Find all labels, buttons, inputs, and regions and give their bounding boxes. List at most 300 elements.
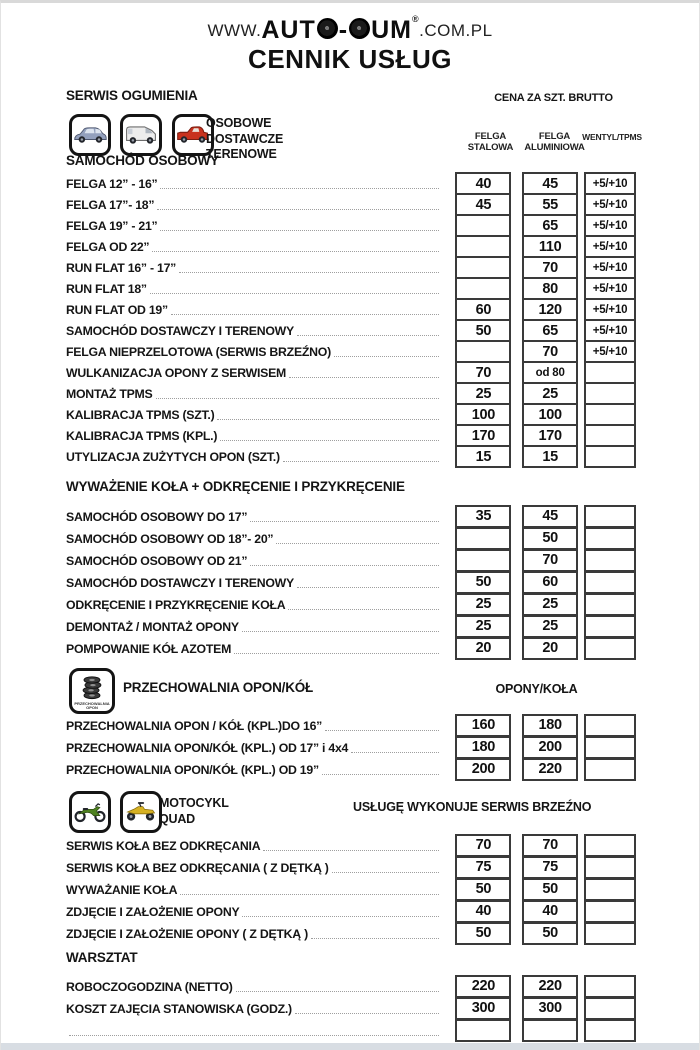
- service-label: SAMOCHÓD OSOBOWY DO 17”: [66, 509, 248, 524]
- price-row: [66, 194, 636, 215]
- price-value: 100: [471, 406, 495, 423]
- moto-type-motocykl: MOTOCYKL: [159, 796, 229, 810]
- price-row: [66, 505, 636, 527]
- price-box-steel: [455, 424, 511, 447]
- service-label-cell: [66, 529, 455, 548]
- price-value: 75: [475, 859, 492, 875]
- registered-mark: ®: [411, 14, 420, 24]
- service-label: KALIBRACJA TPMS (SZT.): [66, 408, 215, 422]
- price-row: [66, 341, 636, 362]
- price-box-alu: [522, 856, 578, 879]
- price-row: [66, 571, 636, 593]
- price-box-alu: [522, 445, 578, 468]
- price-box-alu: [522, 571, 578, 594]
- price-row: [66, 975, 636, 997]
- price-value: 50: [475, 574, 492, 590]
- price-value: 25: [542, 596, 558, 612]
- price-box-valve: [584, 298, 636, 321]
- service-label-cell: [66, 300, 455, 319]
- price-value: 300: [471, 1000, 495, 1016]
- price-box-valve: [584, 403, 636, 426]
- price-box-alu: [522, 361, 578, 384]
- price-box-alu: [522, 922, 578, 945]
- service-label: FELGA 17”- 18”: [66, 198, 155, 212]
- dotted-leader: [351, 752, 439, 753]
- price-value: 180: [538, 717, 562, 733]
- price-row: [66, 878, 636, 900]
- price-box-valve: [584, 714, 636, 737]
- price-row: [66, 425, 636, 446]
- price-box-valve: [584, 975, 636, 998]
- price-box-valve: [584, 214, 636, 237]
- price-box-valve: [584, 505, 636, 528]
- price-value: od 80: [535, 366, 565, 379]
- price-box-valve: [584, 878, 636, 901]
- price-box-steel: [455, 571, 511, 594]
- price-row: [66, 278, 636, 299]
- service-label: ROBOCZOGODZINA (NETTO): [66, 979, 233, 994]
- price-value: 35: [475, 508, 492, 524]
- price-row: [66, 758, 636, 780]
- price-row: [66, 383, 636, 404]
- price-box-steel: [455, 382, 511, 405]
- tire-letter-o-icon: [317, 18, 338, 39]
- price-row: [66, 615, 636, 637]
- moto-type-labels: [159, 796, 229, 827]
- price-row: [66, 404, 636, 425]
- service-label: RUN FLAT 16” - 17”: [66, 261, 177, 275]
- page-title: CENNIK USŁUG: [248, 44, 452, 74]
- price-row: [66, 446, 636, 467]
- dotted-leader: [220, 440, 439, 441]
- price-value: 160: [471, 717, 495, 733]
- price-box-steel: [455, 834, 511, 857]
- dotted-leader: [179, 272, 439, 273]
- price-box-valve: [584, 758, 636, 781]
- price-value: 15: [542, 448, 558, 465]
- price-box-alu: [522, 235, 578, 258]
- dotted-leader: [250, 565, 439, 566]
- dotted-leader: [236, 991, 440, 992]
- service-label: SERWIS KOŁA BEZ ODKRĘCANIA ( Z DĘTKĄ ): [66, 860, 329, 875]
- price-box-valve: [584, 997, 636, 1020]
- dotted-leader: [263, 850, 439, 851]
- price-value: 45: [542, 175, 558, 192]
- price-value: 220: [538, 978, 562, 994]
- logo-compl: .COM.PL: [419, 21, 493, 40]
- brand-name-part2: UM: [371, 16, 412, 44]
- price-box-steel: [455, 922, 511, 945]
- price-box-valve: [584, 615, 636, 638]
- brand-name-part1: AUT: [261, 16, 316, 44]
- price-box-valve: [584, 445, 636, 468]
- brand-hyphen: -: [338, 16, 349, 44]
- service-label-cell: [66, 617, 455, 636]
- service-label-cell: [66, 279, 455, 298]
- price-row: [66, 1019, 636, 1041]
- service-label: WULKANIZACJA OPONY Z SERWISEM: [66, 366, 287, 380]
- price-value: +5/+10: [592, 240, 628, 253]
- price-value: +5/+10: [592, 324, 628, 337]
- price-box-alu: [522, 505, 578, 528]
- price-box-steel: [455, 1019, 511, 1042]
- price-box-alu: [522, 637, 578, 660]
- dotted-leader: [297, 335, 439, 336]
- dotted-leader: [217, 419, 439, 420]
- price-box-steel: [455, 549, 511, 572]
- service-label-cell: [66, 573, 455, 592]
- price-row: [66, 236, 636, 257]
- price-box-steel: [455, 975, 511, 998]
- price-box-alu: [522, 834, 578, 857]
- price-value: 60: [475, 301, 492, 318]
- dotted-leader: [69, 1035, 439, 1036]
- price-box-valve: [584, 340, 636, 363]
- subheading-samochod-osobowy: SAMOCHÓD OSOBOWY: [66, 153, 219, 168]
- motorcycle-icon: [69, 791, 111, 833]
- price-box-alu: [522, 256, 578, 279]
- van-icon: [120, 114, 162, 156]
- service-label: RUN FLAT 18”: [66, 282, 147, 296]
- price-box-steel: [455, 214, 511, 237]
- service-label: PRZECHOWALNIA OPON / KÓŁ (KPL.)DO 16”: [66, 718, 323, 733]
- price-box-steel: [455, 878, 511, 901]
- price-box-alu: [522, 900, 578, 923]
- dotted-leader: [242, 631, 440, 632]
- workshop-rows: [66, 975, 636, 1041]
- price-box-steel: [455, 900, 511, 923]
- price-box-valve: [584, 319, 636, 342]
- service-label-cell: [66, 551, 455, 570]
- price-box-alu: [522, 758, 578, 781]
- dotted-leader: [157, 209, 439, 210]
- price-box-alu: [522, 298, 578, 321]
- price-value: 75: [542, 859, 558, 875]
- service-label-cell: [66, 738, 455, 757]
- service-label: UTYLIZACJA ZUŻYTYCH OPON (SZT.): [66, 450, 280, 464]
- service-label-cell: [66, 237, 455, 256]
- price-value: 220: [471, 978, 495, 994]
- logo-www: WWW.: [207, 21, 262, 40]
- price-value: 180: [471, 739, 495, 755]
- price-box-steel: [455, 403, 511, 426]
- price-value: 45: [475, 196, 492, 213]
- price-row: [66, 900, 636, 922]
- price-box-valve: [584, 736, 636, 759]
- price-value: 25: [542, 385, 558, 402]
- price-box-valve: [584, 1019, 636, 1042]
- dotted-leader: [332, 872, 440, 873]
- price-value: 40: [475, 903, 492, 919]
- price-box-steel: [455, 319, 511, 342]
- price-value: 300: [538, 1000, 562, 1016]
- price-box-alu: [522, 736, 578, 759]
- price-box-alu: [522, 340, 578, 363]
- service-label-cell: [66, 405, 455, 424]
- service-label-cell: [66, 174, 455, 193]
- price-note: CENA ZA SZT. BRUTTO: [494, 92, 613, 104]
- price-row: [66, 856, 636, 878]
- column-header-felga-aluminiowa: FELGA ALUMINIOWA: [524, 131, 585, 153]
- price-value: 40: [475, 175, 492, 192]
- price-value: 120: [538, 301, 562, 318]
- price-value: 70: [475, 364, 492, 381]
- price-box-steel: [455, 361, 511, 384]
- price-box-valve: [584, 593, 636, 616]
- tire-stack-caption: PRZECHOWALNIA OPON: [74, 701, 110, 710]
- price-box-steel: [455, 736, 511, 759]
- column-header-wentyl-tpms: WENTYL/TPMS: [582, 132, 642, 142]
- price-box-steel: [455, 505, 511, 528]
- car-icon: [69, 114, 111, 156]
- price-value: 50: [475, 925, 492, 941]
- dotted-leader: [160, 230, 439, 231]
- price-box-steel: [455, 298, 511, 321]
- price-row: [66, 173, 636, 194]
- price-box-alu: [522, 878, 578, 901]
- service-label-cell: [66, 595, 455, 614]
- price-value: 55: [542, 196, 558, 213]
- price-value: 25: [542, 618, 558, 634]
- price-value: 50: [475, 322, 492, 339]
- price-box-alu: [522, 549, 578, 572]
- dotted-leader: [171, 314, 440, 315]
- price-value: 200: [471, 761, 495, 777]
- price-row: [66, 549, 636, 571]
- service-label-cell: [66, 447, 455, 466]
- price-value: 70: [542, 259, 558, 276]
- price-box-steel: [455, 256, 511, 279]
- tire-letter-g-icon: [349, 18, 370, 39]
- dotted-leader: [283, 461, 440, 462]
- service-label-cell: [66, 977, 455, 996]
- service-label: SAMOCHÓD OSOBOWY OD 21”: [66, 553, 248, 568]
- price-box-alu: [522, 277, 578, 300]
- price-value: 45: [542, 508, 558, 524]
- price-value: 200: [538, 739, 562, 755]
- service-label-cell: [66, 924, 455, 943]
- dotted-leader: [289, 377, 439, 378]
- price-box-valve: [584, 193, 636, 216]
- price-box-alu: [522, 593, 578, 616]
- column-header-felga-stalowa: FELGA STALOWA: [467, 131, 514, 153]
- price-box-valve: [584, 922, 636, 945]
- price-box-alu: [522, 615, 578, 638]
- price-value: 220: [538, 761, 562, 777]
- service-label-cell: [66, 342, 455, 361]
- price-row: [66, 593, 636, 615]
- service-label-cell: [66, 836, 455, 855]
- price-box-alu: [522, 403, 578, 426]
- service-label: ODKRĘCENIE I PRZYKRĘCENIE KOŁA: [66, 597, 286, 612]
- price-box-steel: [455, 340, 511, 363]
- service-label-cell: [66, 902, 455, 921]
- price-value: 100: [538, 406, 562, 423]
- storage-rows: [66, 714, 636, 780]
- dotted-leader: [311, 938, 440, 939]
- service-label: ZDJĘCIE I ZAŁOŻENIE OPONY: [66, 904, 240, 919]
- service-label: SAMOCHÓD OSOBOWY OD 18”- 20”: [66, 531, 274, 546]
- price-box-alu: [522, 527, 578, 550]
- price-value: 20: [542, 640, 558, 656]
- price-box-steel: [455, 277, 511, 300]
- price-row: [66, 736, 636, 758]
- dotted-leader: [180, 894, 439, 895]
- dotted-leader: [325, 730, 439, 731]
- section-heading-warsztat: WARSZTAT: [66, 950, 138, 965]
- price-row: [66, 320, 636, 341]
- service-label-cell: [66, 716, 455, 735]
- balancing-rows: [66, 505, 636, 659]
- vehicle-type-terenowe: TERENOWE: [206, 147, 277, 161]
- price-value: 50: [542, 881, 558, 897]
- price-value: 25: [475, 618, 492, 634]
- price-box-valve: [584, 235, 636, 258]
- service-label-cell: [66, 760, 455, 779]
- price-row: [66, 527, 636, 549]
- price-value: 50: [542, 530, 558, 546]
- price-box-alu: [522, 975, 578, 998]
- service-label: KALIBRACJA TPMS (KPL.): [66, 429, 218, 443]
- price-value: 25: [475, 596, 492, 612]
- service-label: MONTAŻ TPMS: [66, 387, 153, 401]
- price-value: +5/+10: [592, 303, 628, 316]
- service-label-cell: [66, 258, 455, 277]
- price-value: 80: [542, 280, 558, 297]
- price-box-steel: [455, 235, 511, 258]
- section-heading-serwis-ogumienia: SERWIS OGUMIENIA: [66, 88, 198, 103]
- moto-icons: [69, 791, 162, 833]
- storage-column-note: OPONY/KOŁA: [495, 682, 578, 696]
- service-label-cell: [66, 1021, 455, 1040]
- dotted-leader: [288, 609, 439, 610]
- service-label-cell: [66, 195, 455, 214]
- service-label: FELGA 19” - 21”: [66, 219, 158, 233]
- price-value: 70: [542, 552, 558, 568]
- price-row: [66, 637, 636, 659]
- moto-rows: [66, 834, 636, 944]
- price-box-valve: [584, 900, 636, 923]
- price-box-valve: [584, 549, 636, 572]
- section-heading-wywazenie: WYWAŻENIE KOŁA + ODKRĘCENIE I PRZYKRĘCENIE: [66, 479, 405, 494]
- vehicle-type-dostawcze: DOSTAWCZE: [206, 131, 284, 146]
- page-bottom-edge: [1, 1043, 699, 1050]
- price-box-steel: [455, 856, 511, 879]
- price-value: 70: [542, 837, 558, 853]
- dotted-leader: [156, 398, 440, 399]
- service-label: SAMOCHÓD DOSTAWCZY I TERENOWY: [66, 324, 294, 338]
- price-row: [66, 257, 636, 278]
- price-box-valve: [584, 856, 636, 879]
- price-box-alu: [522, 214, 578, 237]
- price-box-steel: [455, 714, 511, 737]
- vehicle-icons: [69, 114, 214, 156]
- price-box-alu: [522, 382, 578, 405]
- price-row: [66, 997, 636, 1019]
- price-value: 60: [542, 574, 558, 590]
- service-label-cell: [66, 426, 455, 445]
- price-value: 50: [542, 925, 558, 941]
- price-row: [66, 299, 636, 320]
- price-box-valve: [584, 256, 636, 279]
- price-box-valve: [584, 637, 636, 660]
- price-box-steel: [455, 637, 511, 660]
- price-value: 70: [475, 837, 492, 853]
- price-value: 15: [475, 448, 492, 465]
- dotted-leader: [234, 653, 439, 654]
- service-label-cell: [66, 384, 455, 403]
- price-value: +5/+10: [592, 219, 628, 232]
- vehicle-type-osobowe: OSOBOWE: [206, 116, 272, 130]
- price-box-alu: [522, 1019, 578, 1042]
- price-box-steel: [455, 172, 511, 195]
- service-label: ZDJĘCIE I ZAŁOŻENIE OPONY ( Z DĘTKĄ ): [66, 926, 308, 941]
- price-row: [66, 922, 636, 944]
- service-label-cell: [66, 363, 455, 382]
- service-label: PRZECHOWALNIA OPON/KÓŁ (KPL.) OD 17” i 4x4: [66, 740, 349, 755]
- price-value: 110: [538, 238, 562, 255]
- price-box-alu: [522, 172, 578, 195]
- price-value: 65: [542, 217, 558, 234]
- price-box-steel: [455, 445, 511, 468]
- price-box-valve: [584, 361, 636, 384]
- price-row: [66, 714, 636, 736]
- price-value: +5/+10: [592, 198, 628, 211]
- service-label-cell: [66, 216, 455, 235]
- price-value: +5/+10: [592, 261, 628, 274]
- price-box-alu: [522, 319, 578, 342]
- moto-service-note: USŁUGĘ WYKONUJE SERWIS BRZEŹNO: [353, 800, 592, 814]
- tyre-service-rows: [66, 173, 636, 467]
- service-label: KOSZT ZAJĘCIA STANOWISKA (GODZ.): [66, 1001, 292, 1016]
- dotted-leader: [250, 521, 439, 522]
- service-label: SERWIS KOŁA BEZ ODKRĘCANIA: [66, 838, 261, 853]
- price-box-alu: [522, 714, 578, 737]
- price-box-steel: [455, 593, 511, 616]
- dotted-leader: [334, 356, 440, 357]
- dotted-leader: [276, 543, 439, 544]
- service-label: SAMOCHÓD DOSTAWCZY I TERENOWY: [66, 575, 294, 590]
- dotted-leader: [295, 1013, 440, 1014]
- price-value: 170: [538, 427, 562, 444]
- price-box-steel: [455, 758, 511, 781]
- price-value: 40: [542, 903, 558, 919]
- price-row: [66, 362, 636, 383]
- service-label: WYWAŻANIE KOŁA: [66, 882, 178, 897]
- price-row: [66, 215, 636, 236]
- tire-stack-icon: [69, 668, 115, 714]
- price-value: 65: [542, 322, 558, 339]
- price-value: +5/+10: [592, 345, 628, 358]
- price-box-steel: [455, 997, 511, 1020]
- quad-icon: [120, 791, 162, 833]
- price-value: 50: [475, 881, 492, 897]
- dotted-leader: [322, 774, 440, 775]
- service-label-cell: [66, 880, 455, 899]
- service-label: FELGA OD 22”: [66, 240, 150, 254]
- price-value: 25: [475, 385, 492, 402]
- price-box-valve: [584, 382, 636, 405]
- service-label: PRZECHOWALNIA OPON/KÓŁ (KPL.) OD 19”: [66, 762, 319, 777]
- service-label-cell: [66, 321, 455, 340]
- price-value: +5/+10: [592, 282, 628, 295]
- service-label: FELGA NIEPRZELOTOWA (SERWIS BRZEŹNO): [66, 345, 331, 359]
- price-value: +5/+10: [592, 177, 628, 190]
- dotted-leader: [152, 251, 439, 252]
- price-box-valve: [584, 571, 636, 594]
- price-box-valve: [584, 424, 636, 447]
- section-heading-przechowalnia: PRZECHOWALNIA OPON/KÓŁ: [123, 680, 314, 695]
